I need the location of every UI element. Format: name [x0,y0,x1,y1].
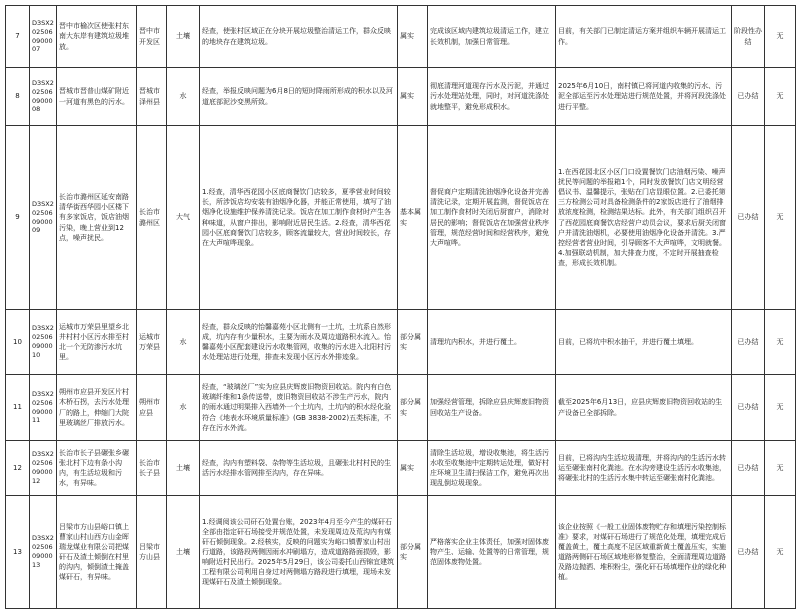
administrative-area-cell: 晋城市泽州县 [137,68,167,126]
rectification-measures-cell: 完成该区域内建筑垃圾清运工作，建立长效机制，加强日常管理。 [428,6,556,68]
investigation-finding-cell: 经查，“玻璃丝厂”实为应县庆辉废旧物资回收站。院内有白色玻璃纤维和1条传送带，废旧物资回收站不涉生产污水，院内的雨水通过明渠排入西墙外一个土坑内，土坑内的积水经化验符合《地表水环境质量标准》(GB 3838-2002)五类标准，不存在污水外流。 [200,375,398,441]
verification-verdict-cell: 部分属实 [398,375,428,441]
verification-verdict-cell: 属实 [398,441,428,496]
administrative-area-cell: 长治市长子县 [137,441,167,496]
completion-status-cell: 已办结 [732,310,765,375]
investigation-finding-cell: 经查，举报反映问题为6月8日的短时降雨所形成的积水以及河道底部泥沙变黑所致。 [200,68,398,126]
administrative-area-cell: 吕梁市方山县 [137,496,167,609]
accountability-note-cell: 无 [765,68,796,126]
completion-status-cell: 阶段性办结 [732,6,765,68]
row-number-cell: 8 [6,68,30,126]
rectification-measures-cell: 加强经营管理，拆除应县庆辉废旧物资回收站生产设备。 [428,375,556,441]
rectification-progress-cell: 目前，已将沟内生活垃圾清理，并将沟内的生活污水转运至碾张南村化粪池。在水沟旁建设生活污水收集池，将碾张北村的生活污水集中转运至碾张南村化粪池。 [556,441,732,496]
complaint-location-cell: 朔州市应县开发区片村木桥石拐，去污水处理厂的路上，伸缩门大院里玻璃丝厂排放污水。 [57,375,137,441]
row-number-cell: 7 [6,6,30,68]
pollution-type-cell: 水 [167,310,200,375]
complaint-location-cell: 晋中市榆次区使张村东南大东岸有建筑垃圾堆放。 [57,6,137,68]
rectification-progress-cell: 2025年6月10日，南村镇已将河道内收集的污水、污泥全部运至污水处理站进行规范处置，并将河段洗涤处进行平整。 [556,68,732,126]
table-row [6,375,796,441]
complaint-location-cell: 晋城市晋普山煤矿附近一河道有黑色的污水。 [57,68,137,126]
administrative-area-cell: 长治市潞州区 [137,126,167,310]
verification-verdict-cell: 属实 [398,68,428,126]
administrative-area-cell: 运城市万荣县 [137,310,167,375]
accountability-note-cell: 无 [765,6,796,68]
investigation-finding-cell: 1.经调阅该公司矸石处置台账，2023年4月至今产生的煤矸石全部由指定矸石场接受并规范处置，未发现周边及荒沟内有煤矸石倾倒现象。2.经核实，反映的问题实为峪口镇曹家山村出行道路，该路段两侧因雨水冲刷塌方，造成道路路面损毁，影响附近村民出行。2025年5月29日，该公司委托山西锦宜建筑工程有限公司利用自身过对两侧塌方路段进行填埋，现场未发现煤矸石及渣土倾倒现象。 [200,496,398,609]
complaint-code-cell: D3SX2025060900008 [30,68,57,126]
row-number-cell: 11 [6,375,30,441]
completion-status-cell: 已办结 [732,496,765,609]
administrative-area-cell: 朔州市应县 [137,375,167,441]
complaint-location-cell: 长治市潞州区延安南路清华街西华园小区楼下有多家饭店，饭店油烟污染，晚上营业到12点，噪声扰民。 [57,126,137,310]
accountability-note-cell: 无 [765,496,796,609]
pollution-type-cell: 土壤 [167,441,200,496]
rectification-measures-cell: 督促商户定期清洗油烟净化设备并完善清洗记录，定期开展监测，督促饭店在加工制作食材时关闭后厨窗户，消除对居民的影响；督促饭店在加强营业秩序管理，规范经营时间和经营秩序，避免大声喧哗。 [428,126,556,310]
table-row [6,68,796,126]
rectification-progress-cell: 1.在西花园北区小区门口设置餐饮门店油烟污染、噪声扰民等问题的举报箱1个，同时发放餐饮门店文明经营倡议书、温馨提示，张贴在门店显眼位置。2.已委托第三方检测公司对具备检测条件的2家饭店进行了油烟排放浓度检测，检测结果达标。此外，有关部门组织召开了西花园底商餐饮店经营户动员会议，要求后厨关闭窗户并清洗油烟机，必要使用油烟净化设备并清洗。3.严控经营者营业时间，引导顾客不大声喧哗，文明就餐。4.加强联动机制，加大排查力度，不定时开展抽查检查，形成长效机制。 [556,126,732,310]
rectification-progress-cell: 目前，有关部门已制定清运方案并组织车辆开展清运工作。 [556,6,732,68]
complaint-location-cell: 吕梁市方山县峪口镇上曹家山村山西方山金晖瑞龙煤业有限公司把煤矸石及渣土倾倒在村里的沟内，倾倒渣土掩盖煤矸石，有异味。 [57,496,137,609]
complaint-code-cell: D3SX2025060900012 [30,441,57,496]
administrative-area-cell: 晋中市开发区 [137,6,167,68]
verification-verdict-cell: 部分属实 [398,496,428,609]
row-number-cell: 13 [6,496,30,609]
complaint-code-cell: D3SX2025060900010 [30,310,57,375]
table-row [6,310,796,375]
investigation-finding-cell: 经查，群众反映的怡馨嘉苑小区北侧有一土坑，土坑系自然形成，坑内存有少量积水，主要为雨水及周边道路积水流入。怡馨嘉苑小区配套建设污水收集管网，收集的污水进入北阳村污水处理站进行处理，排查未发现小区污水外排迹象。 [200,310,398,375]
rectification-progress-cell: 截至2025年6月13日，应县庆辉废旧物资回收站的生产设备已全部拆除。 [556,375,732,441]
investigation-finding-cell: 1.经查，清华西花园小区底商餐饮门店较多，夏季营业时间较长，所涉饭店均安装有油烟净化器，并能正常使用，填写了油烟净化设施维护保养清洗记录。饭店在加工制作食材时产生各种味道，从窗户排出，影响附近居民生活。2.经查，清华西花园小区底商餐饮门店较多，顾客流量较大，营业时间较长，存在大声喧哗现象。 [200,126,398,310]
rectification-progress-cell: 目前，已将坑中积水抽干，并进行覆土填埋。 [556,310,732,375]
verification-verdict-cell: 部分属实 [398,310,428,375]
complaint-code-cell: D3SX2025060900013 [30,496,57,609]
completion-status-cell: 已办结 [732,441,765,496]
pollution-type-cell: 水 [167,68,200,126]
verification-verdict-cell: 属实 [398,6,428,68]
completion-status-cell: 已办结 [732,375,765,441]
rectification-measures-cell: 彻底清理河道现存污水及污泥，并通过污水处理站处理，同时，对河道洗涤处就地整平，避免形成积水。 [428,68,556,126]
pollution-type-cell: 土壤 [167,496,200,609]
pollution-type-cell: 土壤 [167,6,200,68]
completion-status-cell: 已办结 [732,68,765,126]
investigation-finding-cell: 经查，沟内有塑料袋、杂物等生活垃圾，且碾张北村村民的生活污水经排水管网排至沟内，存在异味。 [200,441,398,496]
rectification-progress-cell: 该企业按照《一般工业固体废物贮存和填埋污染控制标准》要求，对煤矸石场进行了规范化处理，填埋完成后覆盖黄土，覆土高度不足区域重新黄土覆盖压实，实施道路两侧矸石场区域地形修复整治，全面清理周边道路及路边抛洒、堆积粉尘，强化矸石场填埋作业的绿化种植。 [556,496,732,609]
accountability-note-cell: 无 [765,310,796,375]
table-body [6,6,796,609]
investigation-finding-cell: 经查，使张村区域正在分块开展垃圾整治清运工作，群众反映的地块存在建筑垃圾。 [200,6,398,68]
table-row [6,126,796,310]
row-number-cell: 12 [6,441,30,496]
complaint-location-cell: 长治市长子县碾张乡碾张北村下边有条小沟内，有生活垃圾和污水，有异味。 [57,441,137,496]
accountability-note-cell: 无 [765,375,796,441]
complaint-code-cell: D3SX2025060900011 [30,375,57,441]
accountability-note-cell: 无 [765,126,796,310]
table-row [6,496,796,609]
case-table [5,5,796,609]
rectification-measures-cell: 清理坑内积水，并进行覆土。 [428,310,556,375]
row-number-cell: 9 [6,126,30,310]
verification-verdict-cell: 基本属实 [398,126,428,310]
row-number-cell: 10 [6,310,30,375]
table-row [6,441,796,496]
pollution-type-cell: 大气 [167,126,200,310]
pollution-type-cell: 水 [167,375,200,441]
table-row [6,6,796,68]
accountability-note-cell: 无 [765,441,796,496]
complaint-code-cell: D3SX2025060900009 [30,126,57,310]
rectification-measures-cell: 清除生活垃圾，增设收集池，将生活污水收至收集池中定期转运处理，做好村庄环境卫生清扫保洁工作，避免再次出现乱倒垃圾现象。 [428,441,556,496]
complaint-location-cell: 运城市万荣县里望乡北井村村小区污水排至村北一个无防渗污水坑里。 [57,310,137,375]
rectification-measures-cell: 严格落实企业主体责任，加强对固体废物产生、运输、处置等的日常管理，规范固体废物处置。 [428,496,556,609]
completion-status-cell: 已办结 [732,126,765,310]
complaint-code-cell: D3SX2025060900007 [30,6,57,68]
